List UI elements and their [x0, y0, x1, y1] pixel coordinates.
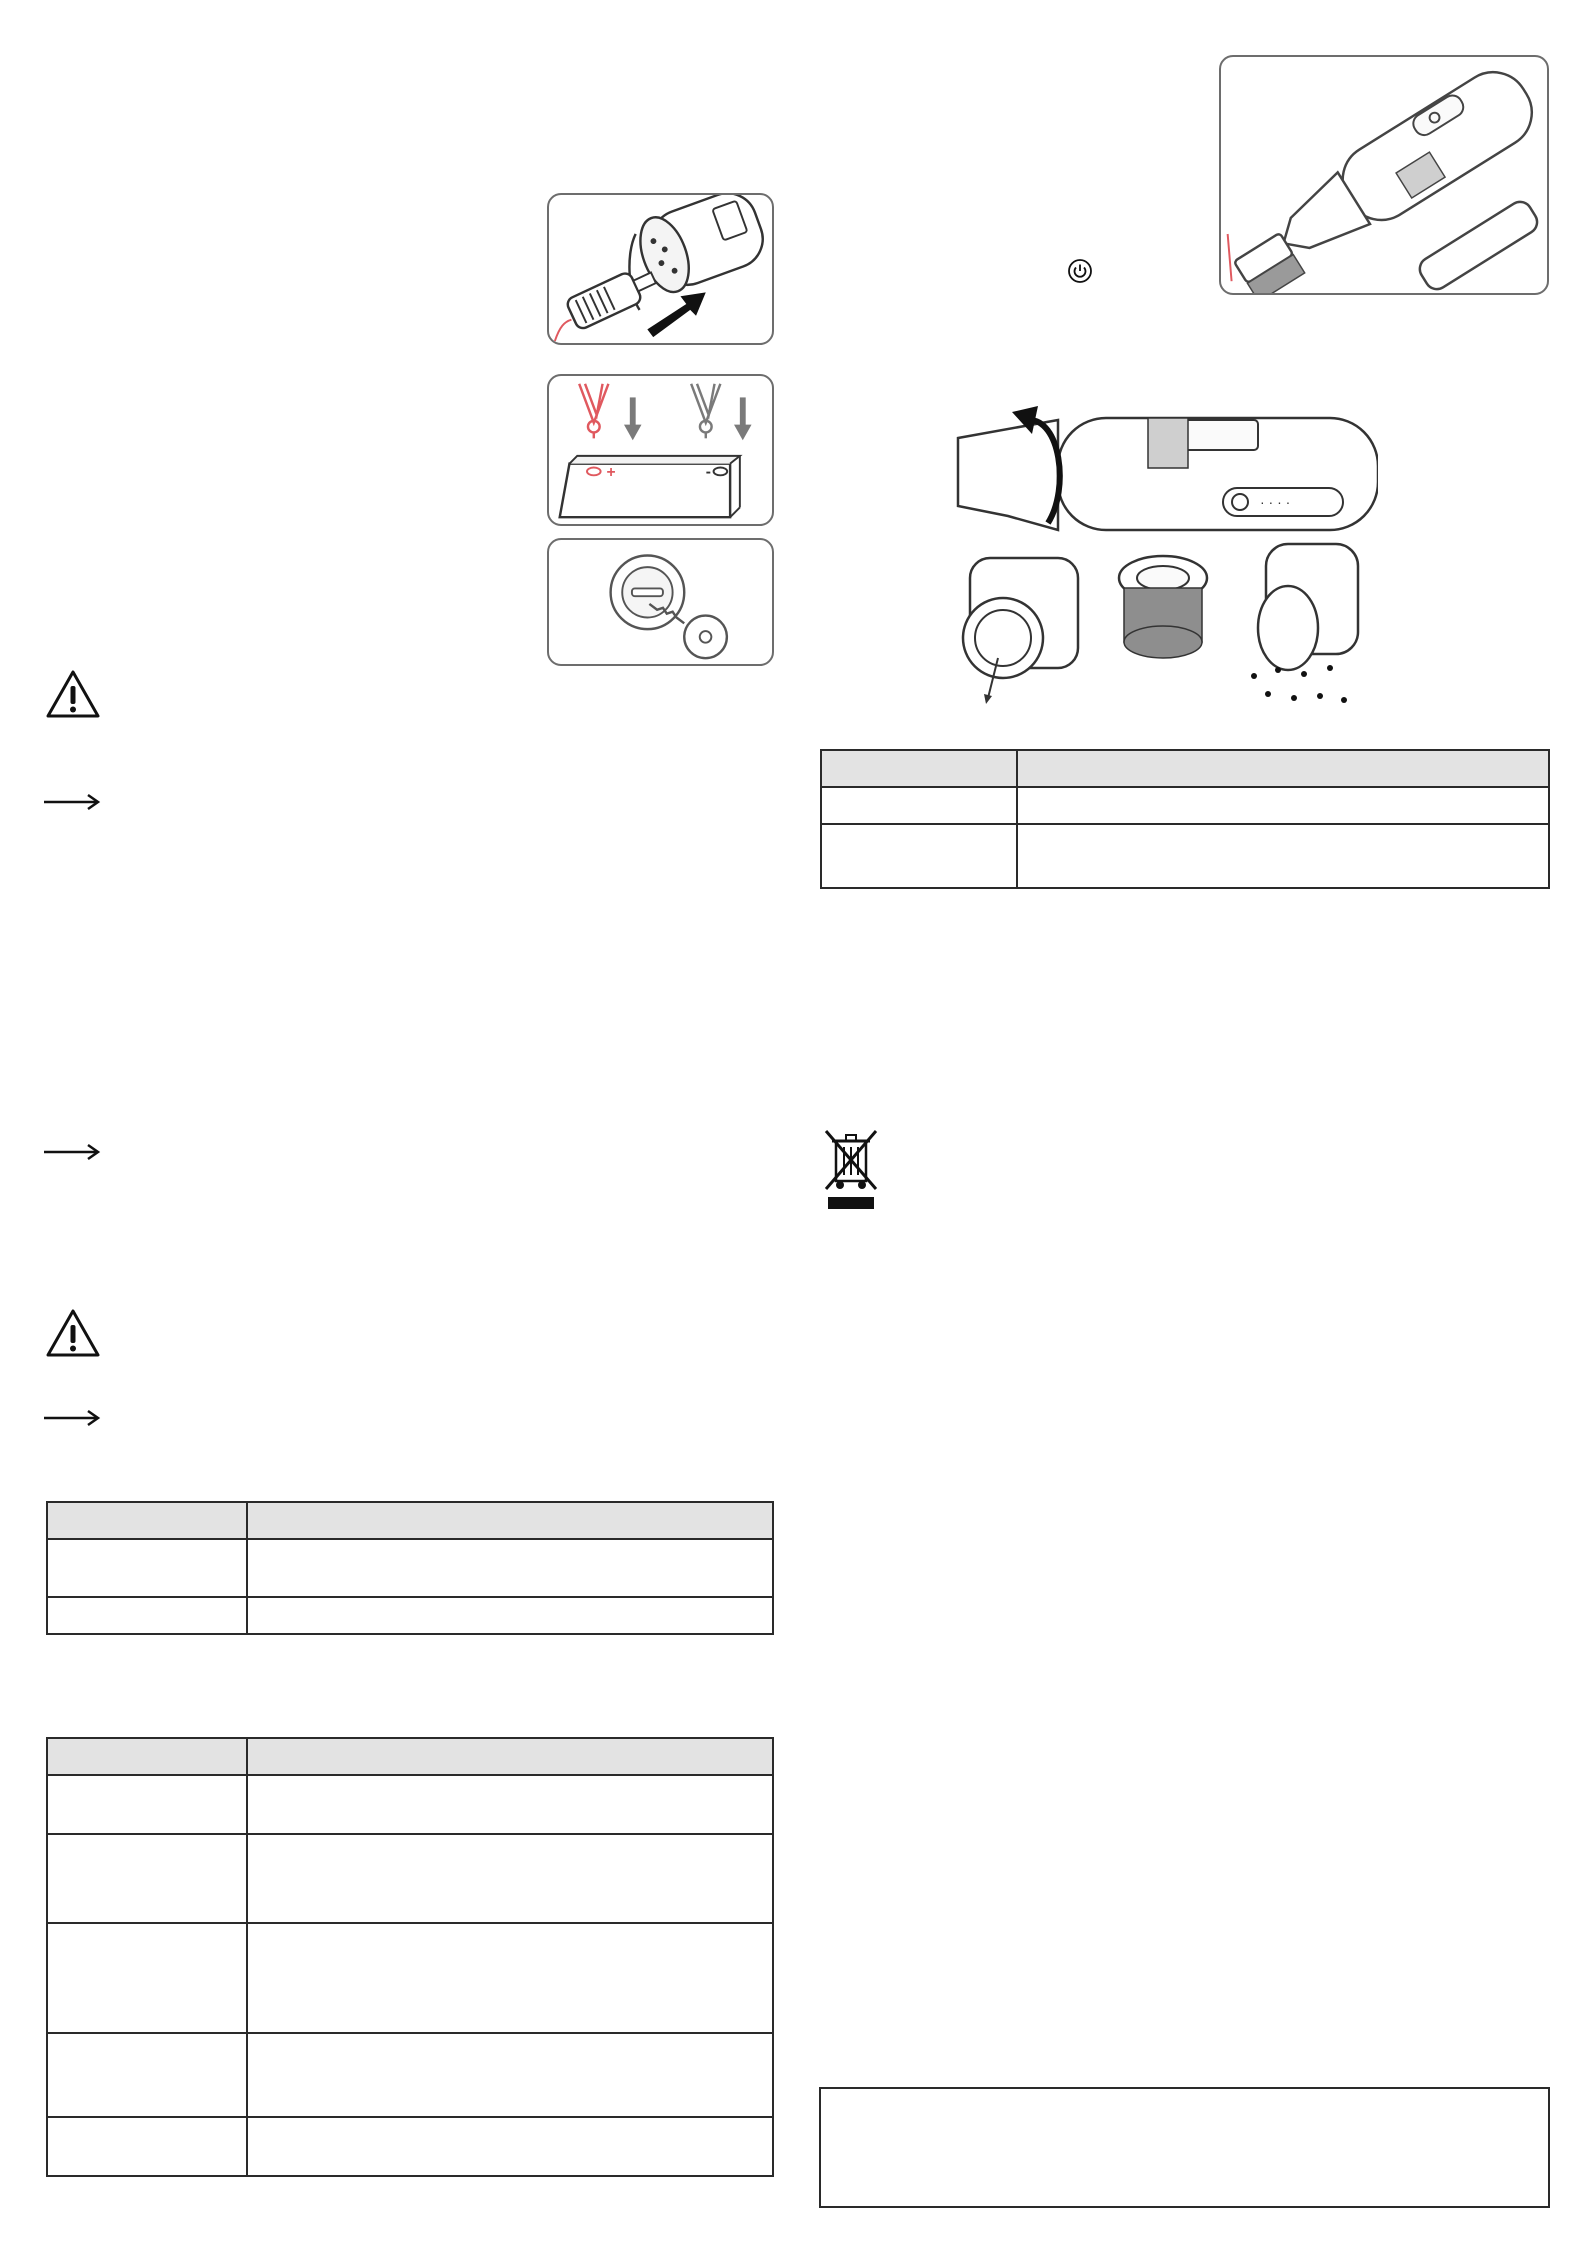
battery-minus-symbol: -: [705, 463, 711, 481]
table-cell: [47, 2117, 247, 2176]
table-row: [47, 1834, 773, 1923]
table-row: [47, 2033, 773, 2117]
table-header-cell: [247, 1738, 773, 1775]
figure-filter-disassembly: [948, 398, 1378, 708]
imprint-box: [819, 2087, 1550, 2208]
table-header-cell: [47, 1502, 247, 1539]
table-cell: [1017, 824, 1549, 888]
vacuum-brush-icon: [1221, 57, 1547, 293]
battery-plus-symbol: +: [606, 464, 616, 482]
table-header-cell: [247, 1502, 773, 1539]
battery-clamp-icon: [549, 376, 772, 524]
warning-icon: [44, 1307, 102, 1359]
figure-vacuum-with-brush: [1219, 55, 1549, 295]
table-cell: [47, 1834, 247, 1923]
table-row: [47, 1775, 773, 1834]
table-cell: [47, 1597, 247, 1634]
table-row: [47, 1597, 773, 1634]
arrow-right-icon: [42, 1406, 102, 1430]
table-cell: [47, 1775, 247, 1834]
table-cell: [47, 1539, 247, 1597]
table-cell: [821, 787, 1017, 824]
table-cell: [821, 824, 1017, 888]
figure-charging-port: [547, 193, 774, 345]
left-table-1: [46, 1501, 774, 1635]
table-cell: [47, 1923, 247, 2033]
table-header-cell: [821, 750, 1017, 787]
table-row: [47, 2117, 773, 2176]
arrow-right-icon: [42, 1140, 102, 1164]
crossed-bin-icon: [822, 1127, 880, 1211]
svg-text:· · · ·: · · · ·: [1260, 494, 1291, 510]
table-row: [821, 824, 1549, 888]
left-table-2: [46, 1737, 774, 2177]
table-cell: [247, 1539, 773, 1597]
table-cell: [47, 2033, 247, 2117]
charging-cable-icon: [549, 195, 772, 343]
table-row: [47, 1923, 773, 2033]
table-cell: [247, 2033, 773, 2117]
table-cell: [247, 2117, 773, 2176]
table-header-row: [47, 1738, 773, 1775]
table-header-cell: [1017, 750, 1549, 787]
table-header-cell: [47, 1738, 247, 1775]
key-ring-icon: [549, 540, 772, 664]
arrow-right-icon: [42, 790, 102, 814]
table-row: [47, 1539, 773, 1597]
filter-disassembly-icon: [948, 398, 1378, 708]
table-header-row: [47, 1502, 773, 1539]
table-header-row: [821, 750, 1549, 787]
table-cell: [247, 1834, 773, 1923]
power-icon: [1067, 258, 1093, 284]
table-row: [821, 787, 1549, 824]
warning-icon: [44, 668, 102, 720]
right-table-1: [820, 749, 1550, 889]
table-cell: [1017, 787, 1549, 824]
table-cell: [247, 1775, 773, 1834]
figure-battery-clamps: [547, 374, 774, 526]
figure-key-ring: [547, 538, 774, 666]
table-cell: [247, 1597, 773, 1634]
table-cell: [247, 1923, 773, 2033]
